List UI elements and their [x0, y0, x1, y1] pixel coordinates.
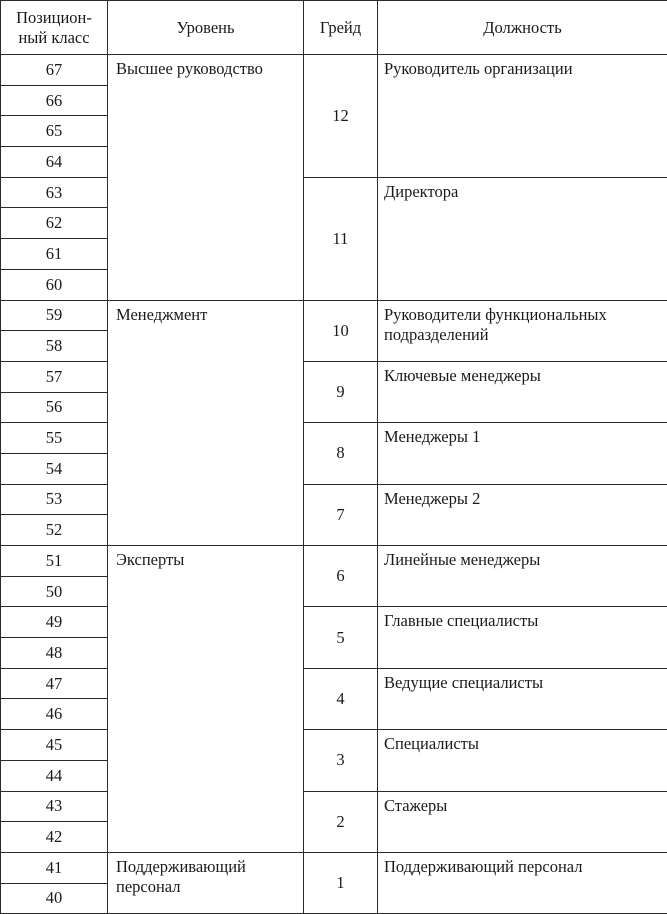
- position-title-cell: [378, 546, 667, 607]
- position-class-cell: 44: [1, 760, 108, 791]
- position-class-cell: 56: [1, 392, 108, 423]
- level-text: Эксперты: [116, 550, 297, 570]
- position-title-text: Менеджеры 1: [384, 427, 661, 447]
- table-row: [1, 484, 667, 515]
- header-row: [1, 1, 667, 55]
- header-position-class-line2: ный класс: [7, 28, 101, 48]
- table-body: [1, 55, 667, 914]
- grade-cell: 11: [304, 177, 378, 300]
- position-class-cell: 63: [1, 177, 108, 208]
- position-title-text: Поддерживающий персонал: [384, 857, 661, 877]
- table-row: [1, 852, 667, 883]
- header-position-class-line1: Позицион-: [7, 8, 101, 28]
- position-title-cell: [378, 177, 667, 300]
- position-title-text: Ключевые менеджеры: [384, 366, 661, 386]
- level-text: персонал: [116, 877, 297, 897]
- position-class-cell: 42: [1, 822, 108, 853]
- position-class-cell: 64: [1, 147, 108, 178]
- position-class-cell: 65: [1, 116, 108, 147]
- table-row: [1, 361, 667, 392]
- position-class-cell: 52: [1, 515, 108, 546]
- position-title-cell: [378, 607, 667, 668]
- table-row: [1, 730, 667, 761]
- position-title-text: Главные специалисты: [384, 611, 661, 631]
- position-class-cell: 41: [1, 852, 108, 883]
- table-row: [1, 668, 667, 699]
- position-class-cell: 61: [1, 239, 108, 270]
- position-title-text: Стажеры: [384, 796, 661, 816]
- position-class-cell: 60: [1, 269, 108, 300]
- position-class-cell: 53: [1, 484, 108, 515]
- level-text: Высшее руководство: [116, 59, 297, 79]
- grade-cell: 12: [304, 55, 378, 178]
- position-title-cell: [378, 791, 667, 852]
- grade-cell: 10: [304, 300, 378, 361]
- level-text: Менеджмент: [116, 305, 297, 325]
- table-row: [1, 177, 667, 208]
- position-title-cell: [378, 484, 667, 545]
- grade-cell: 9: [304, 361, 378, 422]
- table-row: [1, 55, 667, 86]
- grade-cell: 1: [304, 852, 378, 913]
- position-title-cell: [378, 361, 667, 422]
- position-title-cell: [378, 852, 667, 913]
- position-class-cell: 50: [1, 576, 108, 607]
- position-class-cell: 48: [1, 638, 108, 669]
- position-title-text: Специалисты: [384, 734, 661, 754]
- position-title-text: Ведущие специалисты: [384, 673, 661, 693]
- position-class-cell: 67: [1, 55, 108, 86]
- position-title-cell: [378, 55, 667, 178]
- grade-cell: 2: [304, 791, 378, 852]
- position-class-cell: 66: [1, 85, 108, 116]
- position-class-cell: 40: [1, 883, 108, 914]
- position-class-cell: 47: [1, 668, 108, 699]
- position-class-cell: 54: [1, 453, 108, 484]
- position-class-cell: 57: [1, 361, 108, 392]
- position-class-cell: 62: [1, 208, 108, 239]
- grade-cell: 4: [304, 668, 378, 729]
- position-title-cell: [378, 668, 667, 729]
- header-level: Уровень: [108, 1, 304, 55]
- table-row: [1, 300, 667, 331]
- header-position-class: [1, 1, 108, 55]
- level-text: Поддерживающий: [116, 857, 297, 877]
- grade-cell: 3: [304, 730, 378, 791]
- grade-cell: 5: [304, 607, 378, 668]
- position-title-text: подразделений: [384, 325, 661, 345]
- grade-cell: 6: [304, 546, 378, 607]
- position-class-cell: 46: [1, 699, 108, 730]
- position-title-text: Менеджеры 2: [384, 489, 661, 509]
- position-class-cell: 59: [1, 300, 108, 331]
- position-class-cell: 43: [1, 791, 108, 822]
- header-position: Должность: [378, 1, 667, 55]
- position-title-text: Руководитель организации: [384, 59, 661, 79]
- level-cell: [108, 55, 304, 301]
- level-cell: [108, 300, 304, 546]
- table-row: [1, 791, 667, 822]
- position-title-cell: [378, 730, 667, 791]
- position-class-cell: 55: [1, 423, 108, 454]
- position-class-cell: 51: [1, 546, 108, 577]
- table-row: [1, 607, 667, 638]
- header-grade: Грейд: [304, 1, 378, 55]
- position-class-cell: 49: [1, 607, 108, 638]
- position-title-text: Руководители функциональных: [384, 305, 661, 325]
- position-title-text: Линейные менеджеры: [384, 550, 661, 570]
- grade-cell: 7: [304, 484, 378, 545]
- table-row: [1, 546, 667, 577]
- position-class-cell: 45: [1, 730, 108, 761]
- level-cell: [108, 852, 304, 913]
- grade-cell: 8: [304, 423, 378, 484]
- position-title-text: Директора: [384, 182, 661, 202]
- position-title-cell: [378, 300, 667, 361]
- table-row: [1, 423, 667, 454]
- position-class-cell: 58: [1, 331, 108, 362]
- level-cell: [108, 546, 304, 853]
- position-title-cell: [378, 423, 667, 484]
